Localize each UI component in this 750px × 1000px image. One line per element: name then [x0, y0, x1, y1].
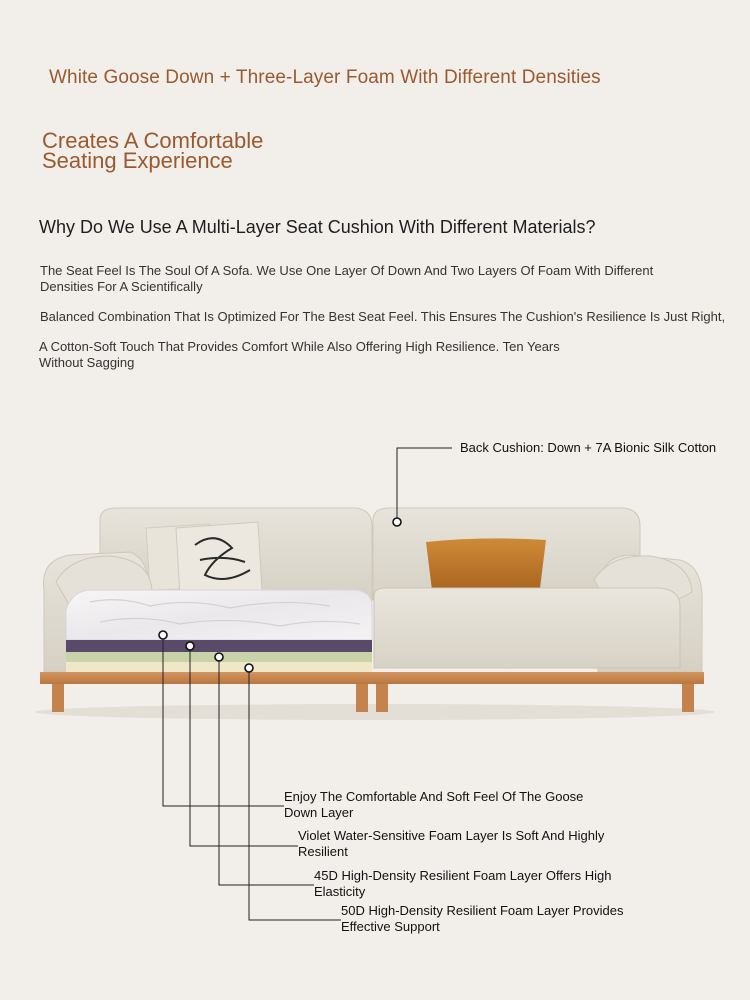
callout-dot-4: [245, 664, 253, 672]
intro-paragraph-2: Balanced Combination That Is Optimized For The Best Seat Feel. This Ensures The Cushion's Resilience Is Just Right,: [40, 309, 726, 324]
page-title: White Goose Down + Three-Layer Foam With Different Densities: [49, 67, 601, 88]
callout-dot-3: [215, 653, 223, 661]
seat-cushion-right: [374, 588, 680, 668]
wood-leg-4: [682, 684, 694, 712]
wood-leg-1: [52, 684, 64, 712]
page-subtitle: Creates A Comfortable Seating Experience: [42, 128, 264, 173]
intro-paragraph-3: A Cotton-Soft Touch That Provides Comfort While Also Offering High Resilience. Ten Years Without Sagging: [39, 339, 560, 370]
violet-foam-layer: [66, 640, 372, 652]
floor-shadow: [35, 704, 715, 720]
wood-frame-rail: [40, 672, 704, 684]
section-question: Why Do We Use A Multi-Layer Seat Cushion With Different Materials?: [39, 217, 596, 237]
intro-paragraph-1: The Seat Feel Is The Soul Of A Sofa. We Use One Layer Of Down And Two Layers Of Foam With Different Densities For A Scientifically: [40, 263, 654, 294]
back-cushion-label: Back Cushion: Down + 7A Bionic Silk Cotton: [460, 440, 717, 455]
pillow-orange: [426, 538, 546, 591]
layer-label-45d-foam: 45D High-Density Resilient Foam Layer Offers High Elasticity: [314, 868, 612, 899]
callout-dot-1: [159, 631, 167, 639]
wood-leg-3: [376, 684, 388, 712]
pillow-pattern: [176, 522, 262, 596]
layer-label-violet-foam: Violet Water-Sensitive Foam Layer Is Soft And Highly Resilient: [298, 828, 605, 859]
down-layer: [66, 590, 372, 640]
wood-leg-2: [356, 684, 368, 712]
layer-label-50d-foam: 50D High-Density Resilient Foam Layer Provides Effective Support: [341, 903, 624, 934]
callout-dot-2: [186, 642, 194, 650]
callout-dot-back: [393, 518, 401, 526]
layer-label-goose-down: Enjoy The Comfortable And Soft Feel Of The Goose Down Layer: [284, 789, 584, 820]
